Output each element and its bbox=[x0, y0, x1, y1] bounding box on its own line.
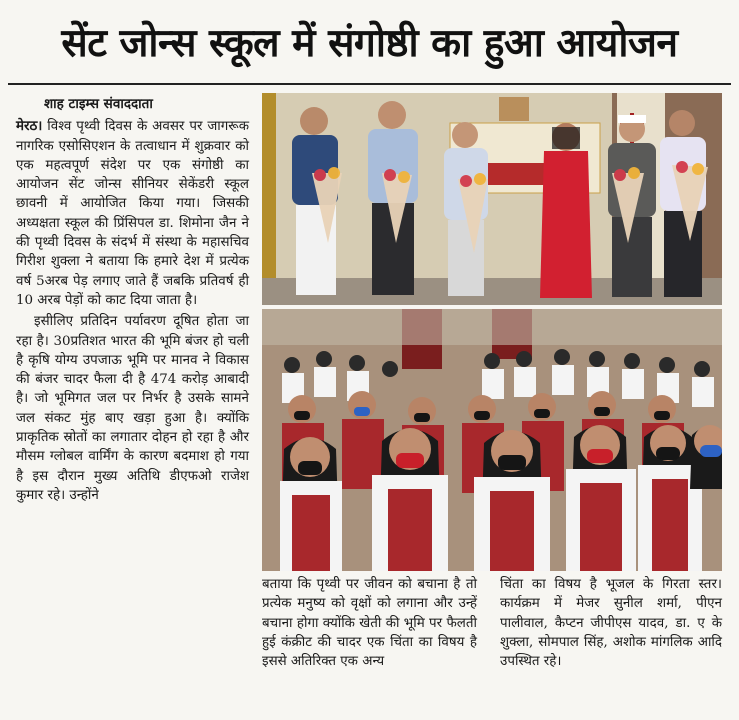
headline: सेंट जोन्स स्कूल में संगोष्ठी का हुआ आयोजन bbox=[61, 20, 678, 66]
article-column-1 bbox=[16, 95, 249, 713]
photo-students bbox=[262, 309, 722, 571]
paragraph-1-text: विश्व पृथ्वी दिवस के अवसर पर जागरूक नागरिक एसोसिएशन के तत्वाधान में शुक्रवार को एक महत्वपूर्ण संदेश पर एक संगोष्ठी का आयोजन सेंट जोन्स सीनियर सेकेंडरी स्कूल छावनी में आयोजित किया गया। जिसकी अध्यक्षता स्कूल की प्रिंसिपल डा. शिमोना जैन ने की पृथ्वी दिवस के संदर्भ में संस्था के महासचिव गिरीश शुक्ला ने बताया कि हमारे देश में प्रत्येक वर्ष 5अरब पेड़ लगाए जाते हैं जबकि प्रतिवर्ष ही 10 अरब पेड़ों को काट दिया जाता है। bbox=[16, 119, 249, 308]
byline: शाह टाइम्स संवाददाता bbox=[44, 96, 153, 112]
photo-guests bbox=[262, 93, 722, 305]
paragraph-1 bbox=[16, 117, 249, 310]
paragraph-2: इसीलिए प्रतिदिन पर्यावरण दूषित होता जा रहा है। 30प्रतिशत भारत की भूमि बंजर हो चली है कृषि योग्य उपजाऊ भूमि पर मानव ने विकास की बंजर चादर फैला दी है 474 करोड़ आबादी है। जो भूमिगत जल पर निर्भर है उसके सामने जल संकट मुंह बाए खड़ा हुआ है। क्योंकि प्राकृतिक स्रोतों का लगातार दोहन हो रहा है और मौसम ग्लोबल वार्मिंग के कारण बदमाश हो गया है इस दौरान मुख्य अतिथि डीएफओ राजेश कुमार रहे। उन्होंने bbox=[16, 314, 249, 503]
paragraph-4: चिंता का विषय है भूजल के गिरता स्तर। कार्यक्रम में मेजर सुनील शर्मा, पीएन पालीवाल, कैप्टन जीपीएस यादव, डा. ए के शुक्ला, सोमपाल सिंह, अशोक मांगलिक आदि उपस्थित रहे। bbox=[500, 577, 722, 670]
paragraph-3: बताया कि पृथ्वी पर जीवन को बचाना है तो प्रत्येक मनुष्य को वृक्षों को लगाना और उन्हें बचाना होगा क्योंकि खेती की भूमि पर फैलती हुई कंक्रीट की चादर एक चिंता का विषय है इससे अतिरिक्त एक अन्य bbox=[262, 577, 477, 670]
article-column-2 bbox=[262, 575, 477, 715]
article-column-3 bbox=[500, 575, 722, 715]
headline-rule bbox=[8, 83, 731, 85]
dateline: मेरठ। bbox=[16, 118, 43, 135]
